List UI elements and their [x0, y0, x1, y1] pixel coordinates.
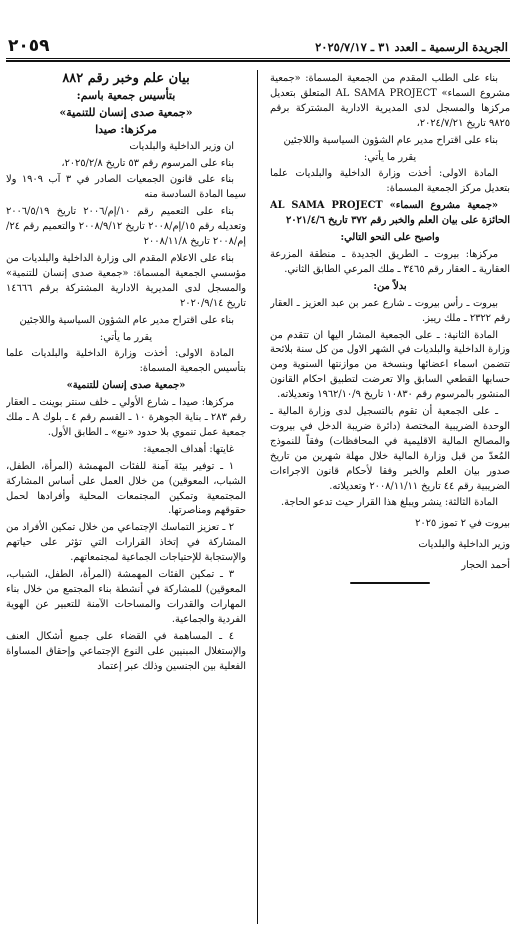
- new-headquarters: مركزها: بيروت ـ الطريق الجديدة ـ منطقة المزرعة العقارية ـ العقار رقم ٣٤٦٥ ـ ملك المرعي الطابق الثاني.: [270, 248, 510, 275]
- objective-1: ١ ـ توفير بيئة آمنة للفئات المهمشة (المرأة، الطفل، الشباب، المعوقين) من خلال العمل على أساس المشاركة المجتمعية وتمكين المجتمعات المحلية وأفرادها لحمل حقوقهم ومناصرتها.: [6, 460, 246, 517]
- new-form-heading: واصبح على النحو التالي:: [340, 232, 440, 244]
- right-column: [270, 72, 510, 924]
- notice-association-name: «جمعية صدى إنسان للتنمية»: [59, 105, 193, 119]
- proposal-line: بناء على اقتراح مدير عام الشؤون السياسية واللاجئين: [19, 314, 234, 326]
- preamble-proposal: بناء على اقتراح مدير عام الشؤون السياسية واللاجئين: [283, 134, 498, 146]
- column-divider: [257, 70, 258, 924]
- instead-of-heading: بدلاً من:: [373, 280, 407, 292]
- old-headquarters: بيروت ـ رأس بيروت ـ شارع عمر بن عبد العزيز ـ العقار رقم ٢٣٢٢ ـ ملك ريبز.: [270, 297, 510, 324]
- founders-notice: بناء على الاعلام المقدم الى وزارة الداخلية والبلديات من مؤسسي الجمعية المسماة: «جمعية صدى إنسان للتنمية» والمسجل لدى المديرية الادارية المشتركة برقم ١٤٦٦٦ تاريخ ٢٠٢٠/٩/١٤: [6, 252, 246, 309]
- page-number: ٢٠٥٩: [8, 36, 50, 56]
- tax-registration-clause: ـ على الجمعية أن تقوم بالتسجيل لدى وزارة المالية ـ الوحدة الضريبية المختصة (دائرة ضريبة الدخل في بيروت والمصالح المالية الاقليمية في المحافظات) وفقاً للنموذج المُعدّ من قبل وزارة المالية خلال مهلة شهرين من تاريخ صدور بيان العلم والخبر وفقا لأحكام قانون الاجراءات الضريبية رقم ٤٤ تاريخ ٢٠٠٨/١١/١١ وتعديلاته.: [270, 406, 510, 492]
- page-header: [6, 36, 510, 62]
- headquarters-address: مركزها: صيدا ـ شارع الأولي ـ خلف سنتر بوينت ـ العقار رقم ٢٨٣ ـ بناية الجوهرة ١٠ ـ القسم رقم ٤ ـ بلوك A ـ ملك جمعية عمل تنموي بلا حدود «نبع» ـ الطابق الأول.: [6, 397, 246, 438]
- law-reference: بناء على قانون الجمعيات الصادر في ٣ آب ١٩٠٩ ولا سيما المادة السادسة منه: [6, 174, 246, 201]
- decides-line: يقرر ما يأتي:: [363, 151, 417, 163]
- objective-4: ٤ ـ المساهمة في القضاء على جميع أشكال العنف والإستغلال المبنيين على النوع الإجتماعي وإحقاق المساواة الفعلية بين الجنسين وذلك عبر إعتماد: [6, 630, 246, 672]
- signature-title: وزير الداخلية والبلديات: [418, 539, 510, 551]
- header-rule-thin: [6, 58, 510, 59]
- notice-heading: بيان علم وخبر رقم ٨٨٢: [62, 72, 190, 86]
- decides-line-left: يقرر ما يأتي:: [99, 331, 153, 343]
- article-one: المادة الاولى: أخذت وزارة الداخلية والبلديات علما بتعديل مركز الجمعية المسماة:: [270, 168, 510, 195]
- header-title: الجريدة الرسمية ـ العدد ٣١ ـ ٢٠٢٥/٧/١٧: [315, 40, 508, 54]
- minister-line: ان وزير الداخلية والبلديات: [129, 140, 234, 152]
- objective-2: ٢ ـ تعزيز التماسك الإجتماعي من خلال تمكين الأفراد من المشاركة في إتخاذ القرارات التي تؤثر على حياتهم والإستجابة للإحتياجات الجماعية لمجتمعاتهم.: [6, 522, 246, 564]
- header-rule: [6, 60, 510, 62]
- objectives-heading: غايتها: أهداف الجمعية:: [143, 443, 234, 455]
- circular-reference: بناء على التعميم رقم ١٠/إم/٢٠٠٦ تاريخ ٢٠٠٦/٥/١٩ وتعديله رقم ١٥/إم/٢٠٠٨ تاريخ ٢٠٠٨/٩/١٢ والتعميم رقم ٢٤/إم/٢٠٠٨ تاريخ ٢٠٠٨/١١/٨: [6, 206, 246, 248]
- section-end-mark: [350, 580, 430, 586]
- association-name-line: «جمعية مشروع السماء» AL SAMA PROJECT الحائزة على بيان العلم والخبر رقم ٣٧٢ تاريخ ٢٠٢١/٤/٦: [270, 200, 510, 227]
- decree-reference: بناء على المرسوم رقم ٥٣ تاريخ ٢٠٢٥/٢/٨،: [61, 157, 234, 169]
- association-name-left: «جمعية صدى إنسان للتنمية»: [66, 380, 186, 392]
- article-one-left: المادة الاولى: أخذت وزارة الداخلية والبلديات علما بتأسيس الجمعية المسماة:: [6, 348, 246, 375]
- article-three: المادة الثالثة: ينشر ويبلغ هذا القرار حيث تدعو الحاجة.: [280, 497, 498, 509]
- left-column: [6, 72, 246, 924]
- notice-headquarters: مركزها: صيدا: [95, 122, 157, 136]
- signature-place-date: بيروت في ٢ تموز ٢٠٢٥: [415, 518, 510, 530]
- notice-subheading: بتأسيس جمعية باسم:: [76, 88, 176, 102]
- preamble-request: بناء على الطلب المقدم من الجمعية المسماة: «جمعية مشروع السماء» AL SAMA PROJECT المتعلق بتعديل مركزها والمسجل لدى المديرية الادارية المشتركة برقم ٩٨٢٥ تاريخ ٢٠٢٤/٧/٢١،: [270, 73, 510, 129]
- signature-name: أحمد الحجار: [461, 560, 510, 572]
- objective-3: ٣ ـ تمكين الفئات المهمشة (المرأة، الطفل، الشباب، المعوقين) للمشاركة في أنشطة بناء المجتمع من خلال بناء المهارات والقدرات والمساحات الآمنة للتعبير عن الهوية الفردية والجماعية.: [6, 569, 246, 625]
- article-two: المادة الثانية: ـ على الجمعية المشار اليها ان تتقدم من وزارة الداخلية والبلديات في الشهر الاول من كل سنة بلائحة تتضمن اسماء اعضائها وبنسخة من موازنتها السنوية ومن حسابها القطعي السابق والا تعرضت لتطبيق احكام القانون المنشور بالمرسوم رقم ١٠٨٣٠ تاريخ ١٩٦٢/١٠/٩ وتعديلاته.: [270, 329, 510, 401]
